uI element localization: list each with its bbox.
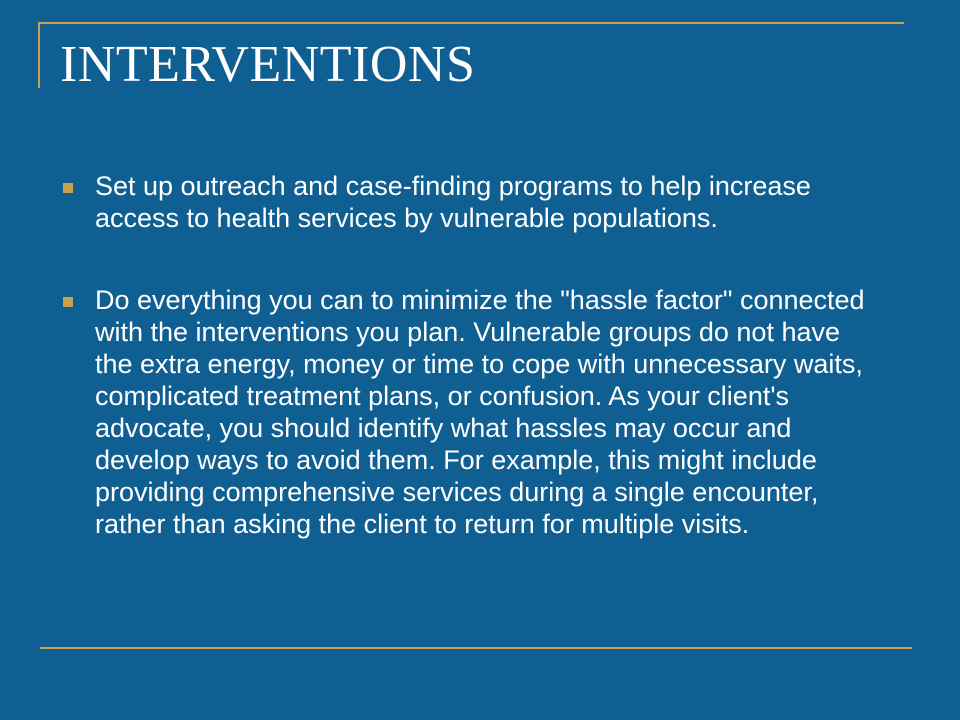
bullet-list xyxy=(60,170,880,540)
square-bullet-icon xyxy=(63,297,73,307)
square-bullet-icon xyxy=(63,183,73,193)
left-accent-rule xyxy=(38,22,40,88)
bottom-accent-rule xyxy=(40,647,912,649)
bullet-item-hassle-factor xyxy=(60,284,880,540)
slide-title: INTERVENTIONS xyxy=(60,36,476,93)
bullet-text: Set up outreach and case-finding programs to help increase access to health services by vulnerable populations. xyxy=(95,171,811,233)
bullet-text: Do everything you can to minimize the "hassle factor" connected with the interventions you plan. Vulnerable groups do not have the extra energy, money or time to cope with unnecessary waits, complicated treatment plans, or confusion. As your client's advocate, you should identify what hassles may occur and develop ways to avoid them. For example, this might include providing comprehensive services during a single encounter, rather than asking the client to return for multiple visits. xyxy=(95,285,865,539)
top-accent-rule xyxy=(38,22,904,24)
bullet-item-outreach xyxy=(60,170,880,234)
